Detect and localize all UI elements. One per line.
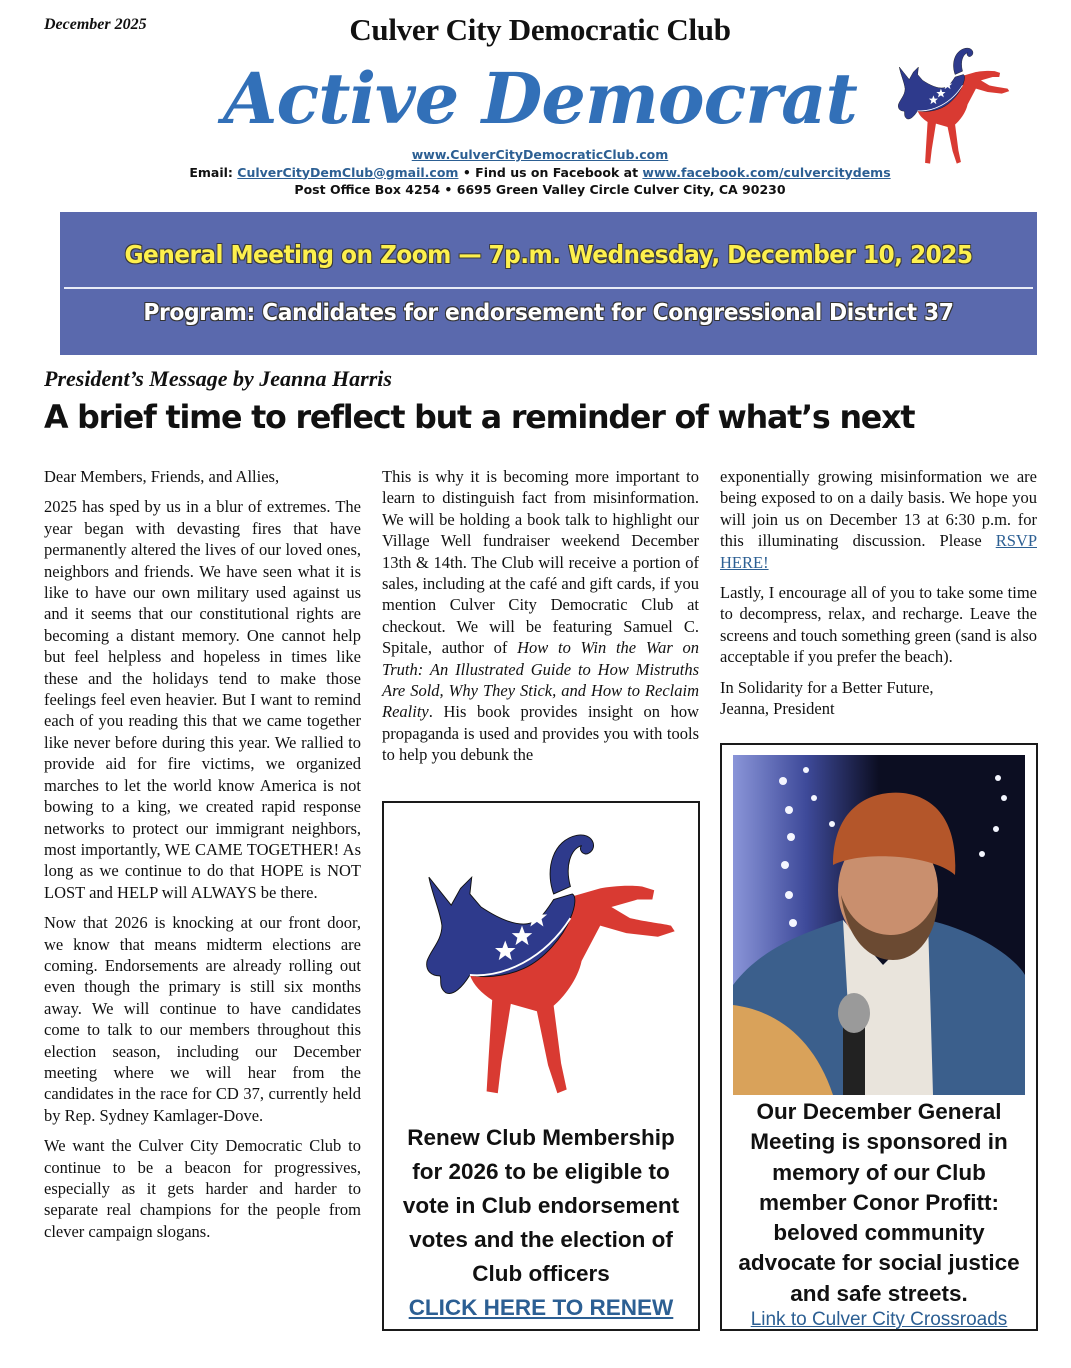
salutation: Dear Members, Friends, and Allies,	[44, 467, 280, 486]
meeting-banner	[60, 212, 1037, 355]
article-byline: President’s Message by Jeanna Harris	[44, 366, 392, 391]
book-title: How to Win the War on Truth: An Illustrated Guide to How Mistruths Are Sold, Why They Stick, and How to Reclaim Reality	[382, 638, 700, 722]
paragraph	[720, 466, 1037, 573]
renew-message	[384, 1121, 698, 1325]
issue-date: December 2025	[44, 16, 147, 33]
email-label: Email:	[189, 164, 233, 180]
banner-divider	[64, 287, 1033, 289]
paragraph: Lastly, I encourage all of you to take some time to decompress, relax, and recharge. Leave the screens and touch something green (sand is also acceptable if you prefer the beach).	[720, 583, 1037, 667]
website-link[interactable]: www.CulverCityDemocraticClub.com	[411, 147, 669, 162]
paragraph-text: exponentially growing misinformation we are being exposed to on a daily basis. We hope you will join us on December 13 at 6:30 p.m. for this illuminating discussion. Please	[720, 467, 1037, 551]
email-link[interactable]: CulverCityDemClub@gmail.com	[237, 164, 459, 180]
memorial-message	[722, 1097, 1036, 1331]
facebook-label: • Find us on Facebook at	[462, 164, 639, 180]
paragraph: We want the Culver City Democratic Club to continue to be a beacon for progressives, especially as it gets harder and harder to separate real champions for the people from clever campaign slogans.	[44, 1136, 361, 1241]
memorial-text: Our December General Meeting is sponsored in memory of our Club member Conor Profitt: beloved community advocate for social justice and safe streets.	[738, 1099, 1020, 1306]
renew-text: Renew Club Membership for 2026 to be eligible to vote in Club endorsement votes and the election of Club officers	[402, 1125, 680, 1286]
donkey-logo-icon	[414, 811, 684, 1111]
signature: Jeanna, President	[720, 699, 835, 719]
newsletter-title: Active Democrat	[223, 57, 857, 140]
facebook-link[interactable]: www.facebook.com/culvercitydems	[642, 164, 891, 180]
closing-line: In Solidarity for a Better Future,	[720, 677, 934, 697]
meeting-announcement: General Meeting on Zoom — 7p.m. Wednesday, December 10, 2025	[124, 240, 973, 269]
paragraph-text: . His book provides insight on how propaganda is used and provides you with tools to help you debunk the	[382, 702, 699, 765]
paragraph	[382, 466, 699, 766]
renew-link[interactable]: CLICK HERE TO RENEW	[408, 1295, 674, 1320]
closing	[720, 677, 1037, 720]
rsvp-link[interactable]: RSVP HERE!	[720, 531, 1037, 572]
meeting-program: Program: Candidates for endorsement for Congressional District 37	[143, 300, 954, 326]
renew-membership-box	[382, 801, 700, 1331]
article-column-2	[382, 466, 699, 775]
paragraph-text: This is why it is becoming more important to learn to distinguish fact from misinformation. We will be holding a book talk to highlight our Village Well fundraiser weekend December 13th & 14th. The Club will receive a portion of sales, including at the café and gift cards, if you mention Culver City Democratic Club at checkout. We will be featuring Samuel C. Spitale, author of	[382, 467, 699, 658]
memorial-photo	[733, 755, 1025, 1095]
article-column-3	[720, 466, 1037, 719]
donkey-logo-icon	[888, 42, 1018, 167]
club-name: Culver City Democratic Club	[349, 12, 731, 47]
paragraph: 2025 has sped by us in a blur of extremes. The year began with devasting fires that have permanently altered the lives of our loved ones, neighbors and friends. We have seen what it is like to have our own military used against us and it seems that our constitutional rights are becoming a distant memory. One cannot help but feel helpless and hopeless in times like these and the holidays tend to make those feelings feel even heavier. But I want to remind each of you reading this that we came together like never before during this year. We rallied to provide aid for fire victims, we organized marches to let the world know America is not bowing to a king, we created rapid response networks to protect our immigrant neighbors, most importantly, WE CAME TOGETHER! As long as we continue to do that HOPE is NOT LOST and HELP will ALWAYS be there.	[44, 497, 361, 902]
article-headline: A brief time to reflect but a reminder of what’s next	[44, 398, 915, 436]
paragraph: Now that 2026 is knocking at our front door, we know that means midterm elections are coming. Endorsements are already rolling out even though the primary is still six months away. We will continue to have candidates come to talk to our members throughout this election season, including our December meeting where we will hear from the candidates in the race for CD 37, currently held by Rep. Sydney Kamlager-Dove.	[44, 913, 361, 1125]
memorial-box	[720, 743, 1038, 1331]
article-column-1	[44, 466, 361, 1251]
mailing-address: Post Office Box 4254 • 6695 Green Valley Circle Culver City, CA 90230	[294, 182, 786, 197]
crossroads-link[interactable]: Link to Culver City Crossroads	[750, 1309, 1008, 1331]
